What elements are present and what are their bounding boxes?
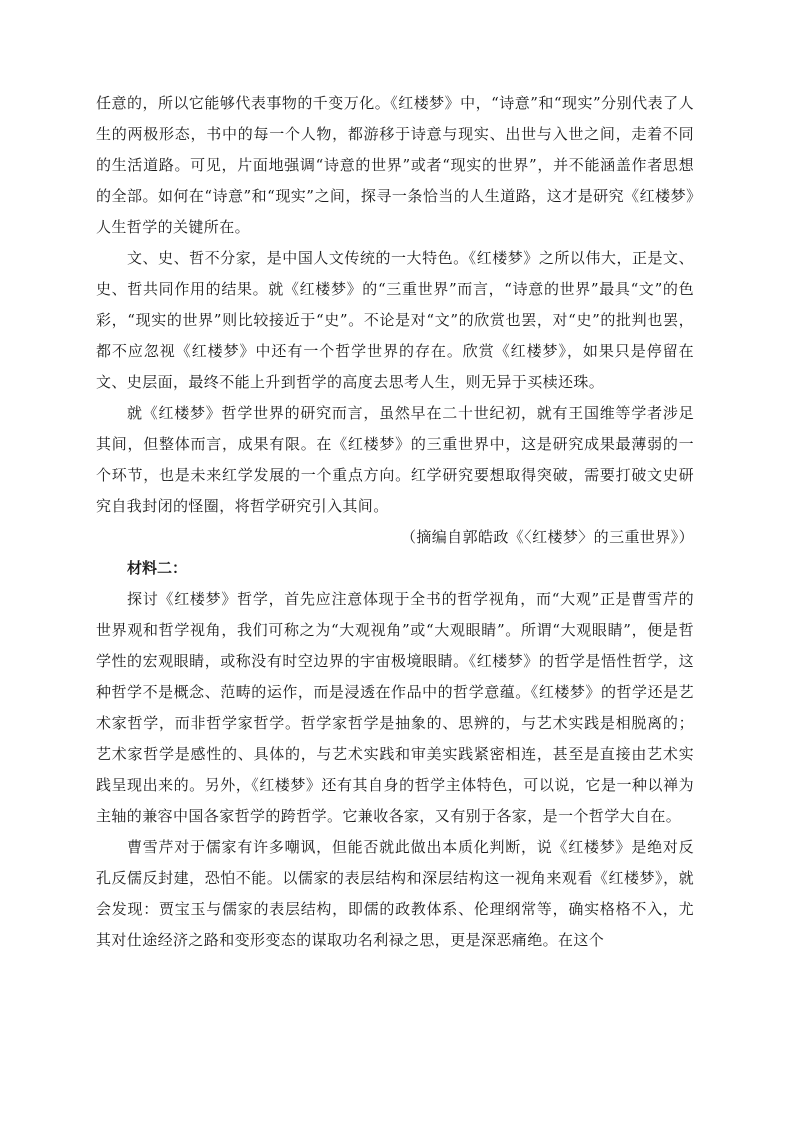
paragraph-grand-view: 探讨《红楼梦》哲学，首先应注意体现于全书的哲学视角，而“大观”正是曹雪芹的世界观和哲学视角，我们可称之为“大观视角”或“大观眼睛”。所谓“大观眼睛”，便是哲学性的宏观眼睛，或称没有时空边界的宇宙极境眼睛。《红楼梦》的哲学是悟性哲学，这种哲学不是概念、范畴的运作，而是浸透在作品中的哲学意蕴。《红楼梦》的哲学还是艺术家哲学，而非哲学家哲学。哲学家哲学是抽象的、思辨的，与艺术实践是相脱离的；艺术家哲学是感性的、具体的，与艺术实践和审美实践紧密相连，甚至是直接由艺术实践呈现出来的。另外，《红楼梦》还有其自身的哲学主体特色，可以说，它是一种以禅为主轴的兼容中国各家哲学的跨哲学。它兼收各家，又有别于各家，是一个哲学大自在。 (96, 590, 694, 825)
paragraph-research-status: 就《红楼梦》哲学世界的研究而言，虽然早在二十世纪初，就有王国维等学者涉足其间，但整体而言，成果有限。在《红楼梦》的三重世界中，这是研究成果最薄弱的一个环节，也是未来红学发展的一个重点方向。红学研究要想取得突破，需要打破文史研究自我封闭的怪圈，将哲学研究引入其间。 (96, 404, 694, 515)
paragraph-literature-history-philosophy: 文、史、哲不分家，是中国人文传统的一大特色。《红楼梦》之所以伟大，正是文、史、哲共同作用的结果。就《红楼梦》的“三重世界”而言，“诗意的世界”最具“文”的色彩，“现实的世界”则比较接近于“史”。不论是对“文”的欣赏也罢，对“史”的批判也罢，都不应忽视《红楼梦》中还有一个哲学世界的存在。欣赏《红楼梦》，如果只是停留在文、史层面，最终不能上升到哲学的高度去思考人生，则无异于买椟还珠。 (96, 249, 694, 391)
material-two-heading: 材料二： (127, 559, 188, 577)
paragraph-poetic-real: 任意的，所以它能够代表事物的千变万化。《红楼梦》中，“诗意”和“现实”分别代表了人生的两极形态，书中的每一个人物，都游移于诗意与现实、出世与入世之间，走着不同的生活道路。可见，片面地强调“诗意的世界”或者“现实的世界”，并不能涵盖作者思想的全部。如何在“诗意”和“现实”之间，探寻一条恰当的人生道路，这才是研究《红楼梦》人生哲学的关键所在。 (96, 94, 694, 236)
document-page (96, 88, 694, 956)
source-citation: （摘编自郭皓政《〈红楼梦〉的三重世界》） (400, 528, 694, 546)
paragraph-confucianism: 曹雪芹对于儒家有许多嘲讽，但能否就此做出本质化判断，说《红楼梦》是绝对反孔反儒反封建，恐怕不能。以儒家的表层结构和深层结构这一视角来观看《红楼梦》，就会发现：贾宝玉与儒家的表层结构，即儒的政教体系、伦理纲常等，确实格格不入，尤其对仕途经济之路和变形变态的谋取功名利禄之思，更是深恶痛绝。在这个 (96, 838, 694, 949)
